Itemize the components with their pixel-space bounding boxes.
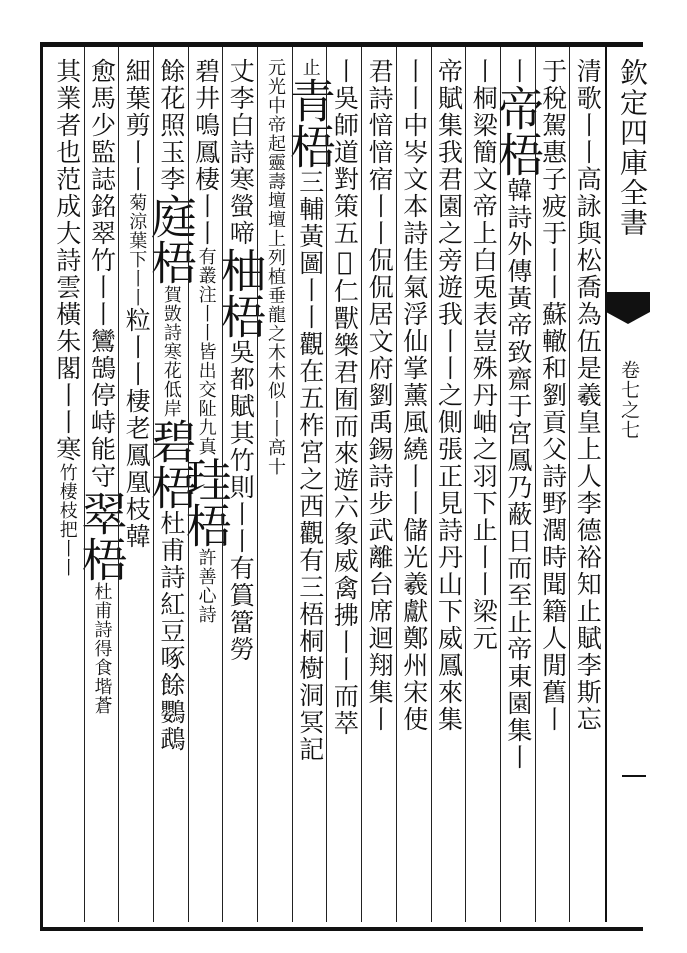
column-text: 竹棲枝把丨丨 xyxy=(56,463,78,577)
column-text: 粒丨丨棲老鳳凰枝韓 xyxy=(122,307,152,550)
text-column xyxy=(143,58,198,753)
column-rule xyxy=(222,47,223,922)
text-column xyxy=(178,58,233,624)
column-text: 韓詩外傳黃帝致齋于宮鳳乃蔽日而至止帝東園集丨 xyxy=(503,177,533,771)
column-text: 吳都賦其竹則丨丨有篔簹勞 xyxy=(226,339,256,663)
column-text: 于稅駕惠子疲于丨丨蘇轍和劉貢父詩野濶時聞籍人閒舊丨 xyxy=(538,58,568,733)
column-text: 杜甫詩紅豆啄餘鸚鵡 xyxy=(156,510,186,753)
column-rule xyxy=(292,47,293,922)
text-column xyxy=(364,58,394,733)
column-rule xyxy=(500,47,501,922)
column-rule xyxy=(535,47,536,922)
column-rule xyxy=(465,47,466,922)
column-text: 愈馬少監誌銘翠竹丨丨鸞鵠停峙能守 xyxy=(87,58,117,490)
column-rule xyxy=(84,47,85,922)
entry-heading: 翠梧 xyxy=(74,490,129,582)
column-rule xyxy=(326,47,327,922)
column-text: 餘花照玉李 xyxy=(156,58,186,193)
column-text: 丈李白詩寒螢啼 xyxy=(226,58,256,247)
column-text: 有叢注丨丨皆出交阯九真 xyxy=(195,247,217,456)
volume-label: 卷七之七 xyxy=(618,360,640,440)
column-text: 帝賦集我君園之旁遊我丨丨之側張正見詩丹山下威鳳來集 xyxy=(434,58,464,733)
entry-heading: 珪梧 xyxy=(178,456,233,548)
column-rule xyxy=(431,47,432,922)
entry-heading: 青梧 xyxy=(282,77,337,169)
column-text: 丨 xyxy=(503,58,533,85)
column-rule xyxy=(396,47,397,922)
column-rule xyxy=(569,47,570,922)
margin-mark xyxy=(622,775,646,777)
column-text: 元光中帝起靈壽壇壇上列植垂龍之木木似丨丨高十 xyxy=(265,58,286,476)
book-title: 欽定四庫全書 xyxy=(616,58,649,238)
column-text: 君詩愔愔宿丨丨侃侃居文府劉禹錫詩步武離台席迴翔集丨 xyxy=(365,58,395,733)
entry-heading: 柚梧 xyxy=(213,247,268,339)
column-rule xyxy=(118,47,119,922)
text-column xyxy=(572,58,602,733)
column-text: 許善心詩 xyxy=(195,548,217,624)
column-text: 細葉剪丨丨 xyxy=(122,58,152,193)
text-column xyxy=(213,58,268,663)
column-rule xyxy=(361,47,362,922)
column-text: 丨丨中岑文本詩佳氣浮仙掌薰風繞丨丨儲光羲獻鄭州宋使 xyxy=(399,58,429,733)
fish-tail-ornament xyxy=(606,292,650,312)
column-text: 丨吳師道對策五𨂙仁獸樂君囿而來遊六象威禽拂丨丨而萃 xyxy=(330,58,360,737)
text-column xyxy=(434,58,464,733)
column-text: 清歌丨丨高詠與松喬為伍是羲皇上人李德裕知止賦李斯忘 xyxy=(573,58,603,733)
column-text: 止 xyxy=(299,58,321,77)
column-text: 杜甫詩得食堦蒼 xyxy=(91,582,113,715)
entry-heading: 碧梧 xyxy=(143,418,198,510)
column-text: 碧井鳴鳳棲丨丨 xyxy=(191,58,221,247)
column-text: 其業者也范成大詩雲橫朱閣丨丨寒 xyxy=(52,58,82,463)
column-rule xyxy=(153,47,154,922)
column-text: 菊涼葉下丨丨 xyxy=(126,193,148,307)
text-column xyxy=(282,58,337,763)
text-column xyxy=(399,58,429,733)
text-column xyxy=(121,58,151,550)
column-text: 三輔黃圖丨丨觀在五柞宮之西觀有三梧桐樹洞冥記 xyxy=(295,169,325,763)
column-rule xyxy=(257,47,258,922)
text-column xyxy=(52,58,82,577)
text-column xyxy=(468,58,498,652)
text-column xyxy=(490,58,545,771)
entry-heading: 庭梧 xyxy=(143,193,198,285)
column-text: 丨桐梁簡文帝上白兎表豈殊丹岫之羽下止丨丨梁元 xyxy=(469,58,499,652)
column-rule xyxy=(188,47,189,922)
column-text: 賀敳詩寒花低岸 xyxy=(160,285,182,418)
entry-heading: 帝梧 xyxy=(490,85,545,177)
text-column xyxy=(74,58,129,715)
